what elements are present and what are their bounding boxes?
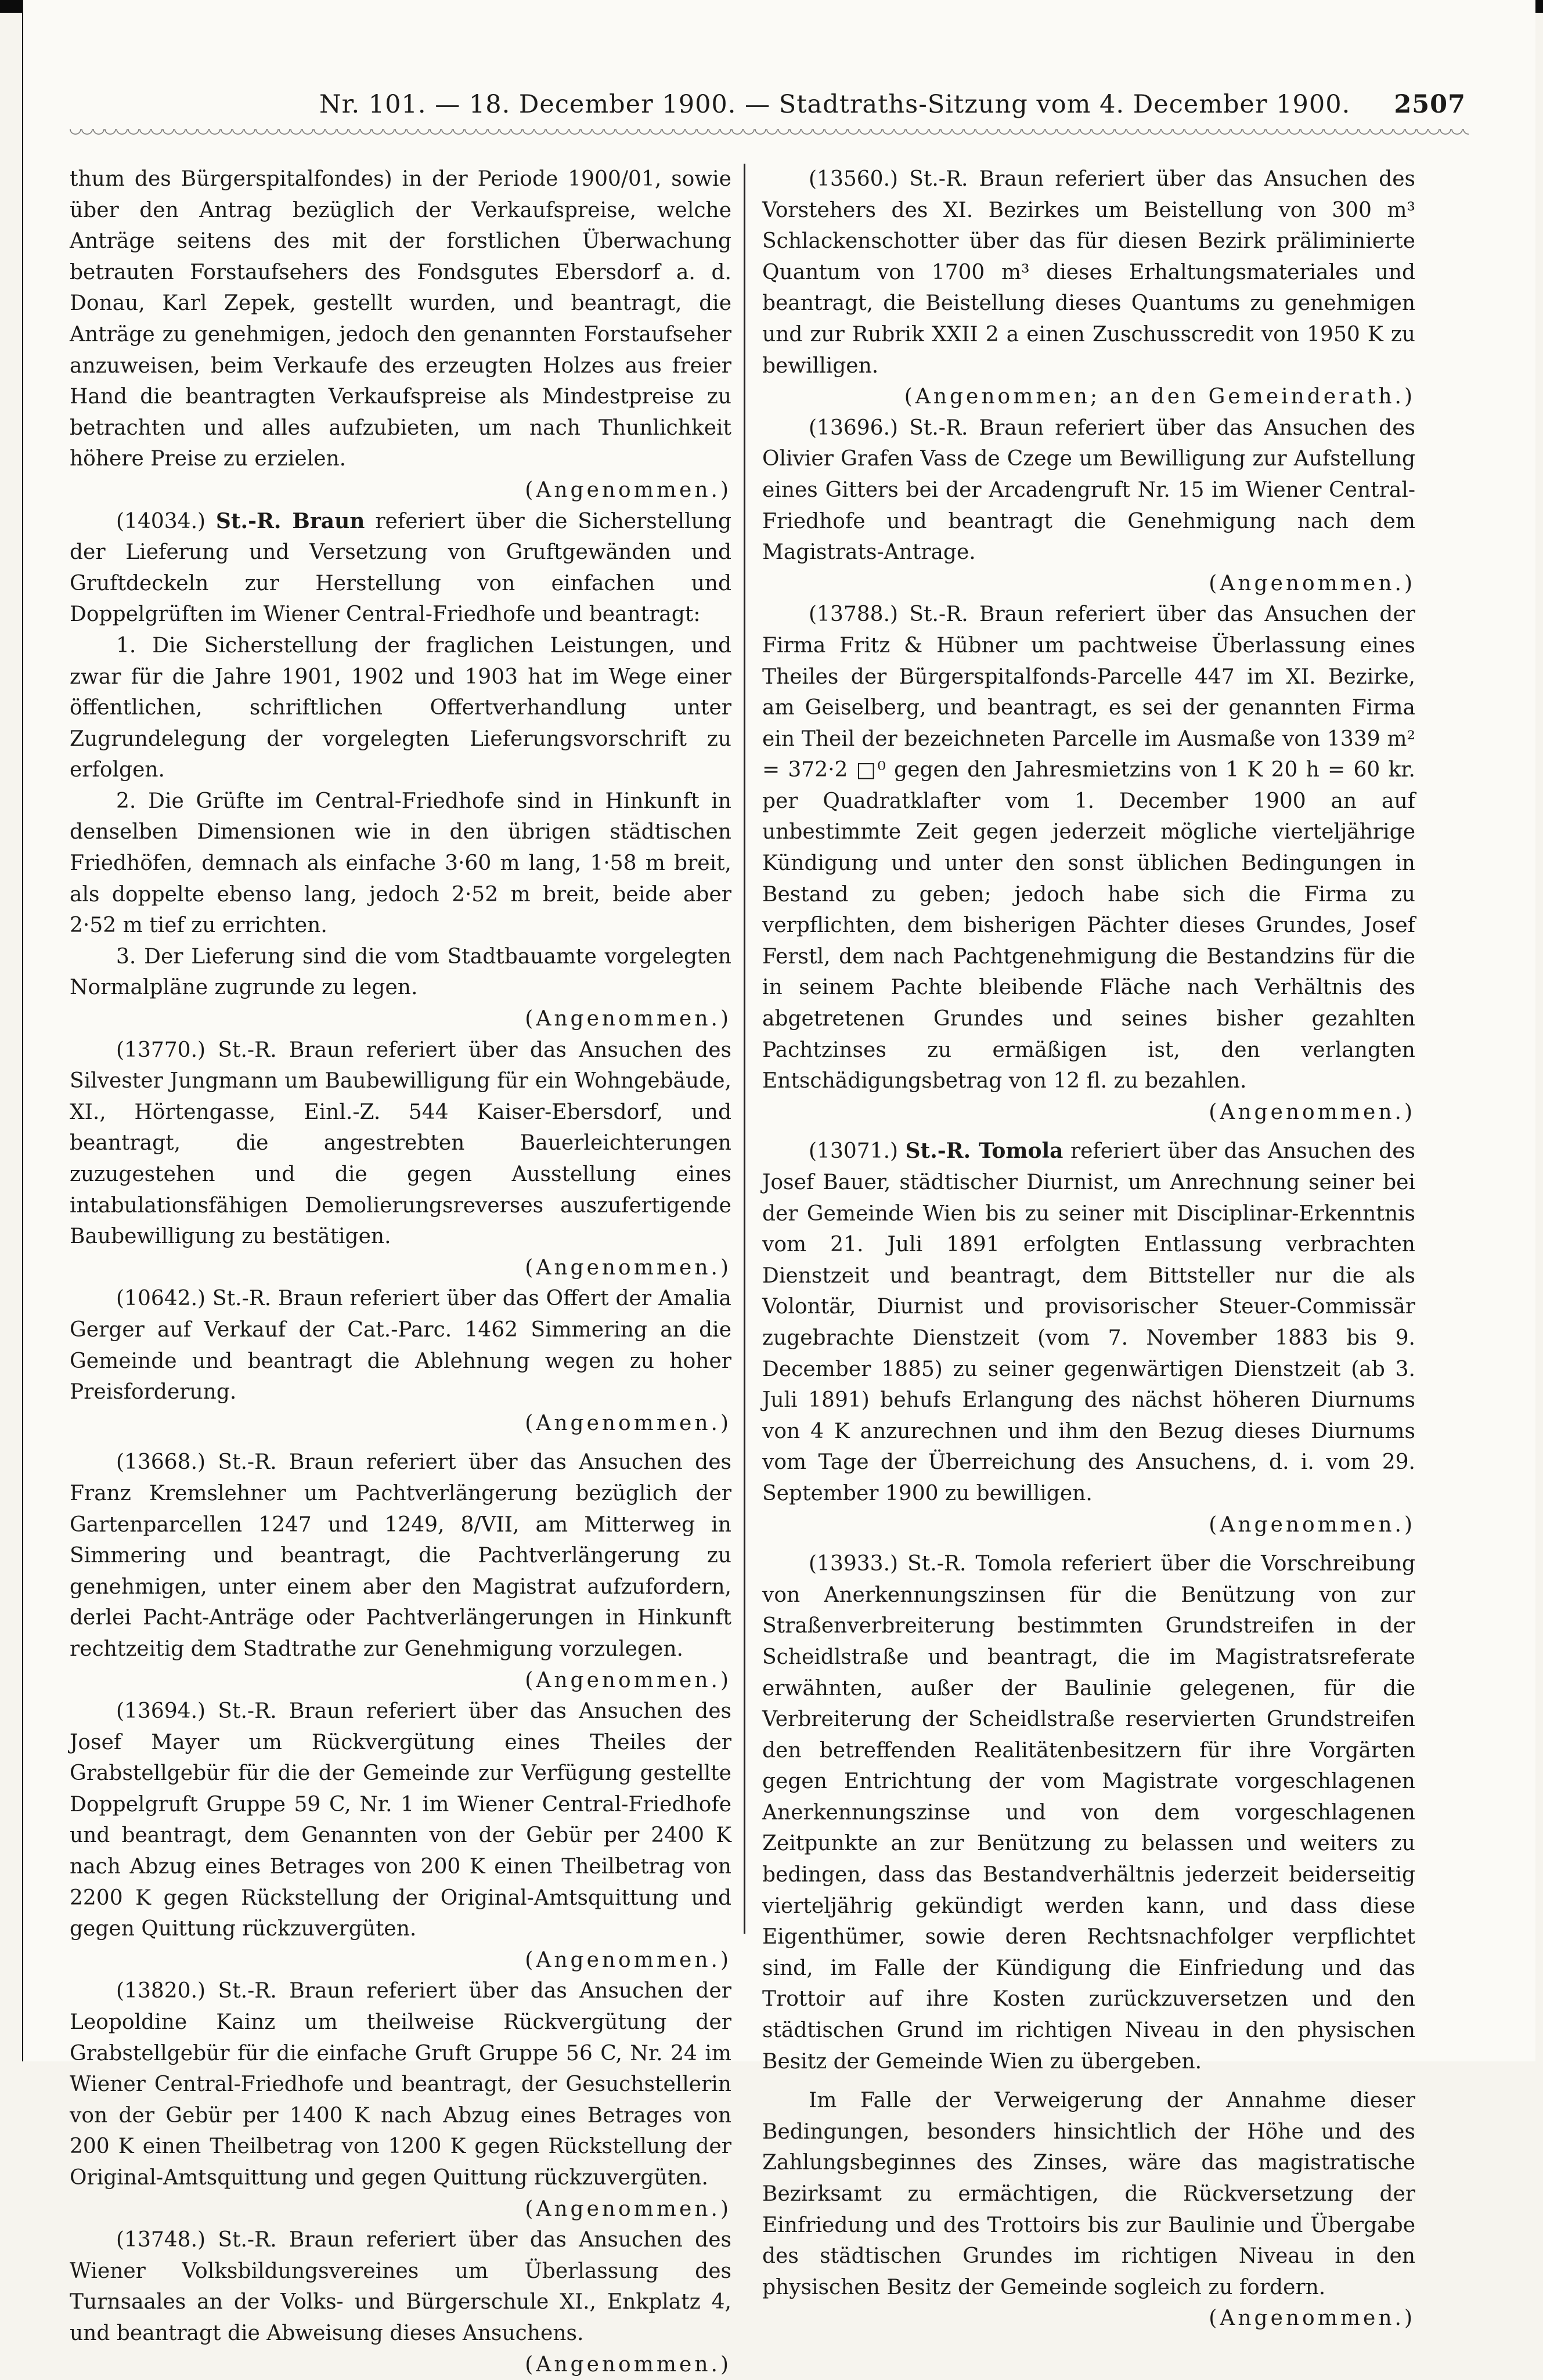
ref-number: (14034.) — [116, 509, 206, 533]
accepted-note: (Angenommen.) — [1209, 571, 1415, 595]
accepted-note: (Angenommen.) — [525, 1411, 731, 1435]
page-number: 2507 — [1394, 90, 1466, 119]
accepted-note: (Angenommen.) — [525, 1948, 731, 1972]
paragraph-13933: (13933.) St.-R. Tomola referiert über die Vorschreibung von Anerkennungszinsen für die Benützung von zur Straßenverbreiterung bestimmten Grundstreifen in der Scheidlstraße und beantragt, die im Magistratsreferate erwähnten, außer der Baulinie gelegenen, für die Verbreiterung der Scheidlstraße reservierten Grundstreifen den betreffenden Realitätenbesitzern für ihre Vorgärten gegen Entrichtung der vom Magistrate vorgeschlagenen Anerkennungszinse und von dem vorgeschlagenen Zeitpunkte an zur Benützung zu belassen und weiters zu bedingen, dass das Bestandverhältnis jederzeit beiderseitig vierteljährig gekündigt werden kann, und dass diese Eigenthümer, sowie deren Rechtsnachfolger verpflichtet sind, im Falle der Kündigung die Einfriedung und das Trottoir auf ihre Kosten zurückzuversetzen und den städtischen Grund im richtigen Niveau in den physischen Besitz der Gemeinde Wien zu übergeben. — [762, 1552, 1415, 2074]
list-item: 2. Die Grüfte im Central-Friedhofe sind in Hinkunft in denselben Dimensionen wie in den übrigen städtischen Friedhöfen, demnach als einfache 3·60 m lang, 1·58 m breit, als doppelte ebenso lang, jedoch 2·52 m breit, beide aber 2·52 m tief zu errichten. — [70, 789, 731, 938]
paragraph-13748: (13748.) St.-R. Braun referiert über das Ansuchen des Wiener Volksbildungsvereines um Überlassung des Turnsaales an der Volks- und Bürgerschule XI., Enkplatz 4, und beantragt die Abweisung dieses Ansuchens. (Angenommen.) — [70, 2224, 731, 2380]
paragraph-13696: (13696.) St.-R. Braun referiert über das Ansuchen des Olivier Grafen Vass de Czege um Bewilligung zur Aufstellung eines Gitters bei der Arcadengruft Nr. 15 im Wiener Central-Friedhofe und beantragt die Genehmigung nach dem Magistrats-Antrage. (Angenommen.) — [762, 413, 1415, 599]
speaker-name: St.-R. Braun — [215, 508, 365, 533]
header-wavy-rule — [70, 129, 1469, 140]
paragraph-13788: (13788.) St.-R. Braun referiert über das Ansuchen der Firma Fritz & Hübner um pachtweise Überlassung eines Theiles der Bürgerspitalfonds-Parcelle 447 im XI. Bezirke, am Geiselberg, und beantragt, es sei der genannten Firma ein Theil der bezeichneten Parcelle im Ausmaße von 1339 m² = 372·2 □⁰ gegen den Jahresmietzins von 1 K 20 h = 60 kr. per Quadratklafter vom 1. December 1900 an auf unbestimmte Zeit gegen jederzeit mögliche vierteljährige Kündigung und unter den sonst üblichen Bedingungen in Bestand zu geben; jedoch habe sich die Firma zu verpflichten, dem bisherigen Pächter dieses Grundes, Josef Ferstl, dem nach Pachtgenehmigung die Bestandzins für die in seinem Pachte bleibende Fläche nach Verhältnis des abgetretenen Grundes und seines bisher gezahlten Pachtzinses zu ermäßigen ist, den verlangten Entschädigungsbetrag von 12 fl. zu bezahlen. (Angenommen.) — [762, 599, 1415, 1128]
accepted-note: (Angenommen.) — [525, 1007, 731, 1031]
page-header — [75, 88, 1466, 121]
newspaper-page — [22, 0, 1535, 2377]
page-header-title: Nr. 101. — 18. December 1900. — Stadtraths-Sitzung vom 4. December 1900. — [319, 90, 1351, 119]
paragraph-13560: (13560.) St.-R. Braun referiert über das Ansuchen des Vorstehers des XI. Bezirkes um Beistellung von 300 m³ Schlackenschotter über das für diesen Bezirk präliminierte Quantum von 1700 m³ dieses Erhaltungsmateriales und beantragt, die Beistellung dieses Quantums zu genehmigen und zur Rubrik XXII 2 a einen Zuschusscredit von 1950 K zu bewilligen. (Angenommen; an den Gemeinderath.) — [762, 164, 1415, 413]
accepted-note: (Angenommen.) — [1209, 1100, 1415, 1124]
accepted-note: (Angenommen.) — [525, 2197, 731, 2221]
accepted-note: (Angenommen.) — [525, 478, 731, 502]
accepted-note: (Angenommen.) — [525, 1668, 731, 1692]
paragraph-13071: (13071.) St.-R. Tomola referiert über das Ansuchen des Josef Bauer, städtischer Diurnist, um Anrechnung seiner bei der Gemeinde Wien bis zu seiner mit Disciplinar-Erkenntnis vom 21. Juli 1891 erfolgten Entlassung verbrachten Dienstzeit und beantragt, dem Bittsteller nur die als Volontär, Diurnist und provisorischer Steuer-Commissär zugebrachte Dienstzeit (vom 7. November 1883 bis 9. December 1885) zu seiner gegenwärtigen Dienstzeit (ab 3. Juli 1891) behufs Erlangung des nächst höheren Diurnums von 4 K anzurechnen und ihm den Bezug dieses Diurnums vom Tage der Überreichung des Ansuchens, d. i. vom 29. September 1900 zu bewilligen. (Angenommen.) — [762, 1136, 1415, 1540]
left-column — [70, 164, 731, 2380]
paragraph-10642: (10642.) St.-R. Braun referiert über das Offert der Amalia Gerger auf Verkauf der Cat.-Parc. 1462 Simmering an die Gemeinde und beantragt die Ablehnung wegen zu hoher Preisforderung. (Angenommen.) — [70, 1283, 731, 1439]
paragraph-13694: (13694.) St.-R. Braun referiert über das Ansuchen des Josef Mayer um Rückvergütung eines Theiles der Grabstellgebür für die der Gemeinde zur Verfügung gestellte Doppelgruft Gruppe 59 C, Nr. 1 im Wiener Central-Friedhofe und beantragt, dem Genannten von der Gebür per 2400 K nach Abzug eines Betrages von 200 K einen Theilbetrag von 2200 K gegen Rückstellung der Original-Amtsquittung und gegen Quittung rückzuvergüten. (Angenommen.) — [70, 1696, 731, 1975]
list-item: 3. Der Lieferung sind die vom Stadtbauamte vorgelegten Normalpläne zugrunde zu legen. (Angenommen.) — [70, 941, 731, 1035]
accepted-note: (Angenommen.) — [525, 1255, 731, 1280]
accepted-note: (Angenommen.) — [1209, 1512, 1415, 1537]
speaker-name: St.-R. Tomola — [905, 1139, 1063, 1164]
paragraph-13668: (13668.) St.-R. Braun referiert über das Ansuchen des Franz Kremslehner um Pachtverlängerung bezüglich der Gartenparcellen 1247 und 1249, 8/VII, am Mitterweg in Simmering und beantragt, die Pachtverlängerung zu genehmigen, unter einem aber den Magistrat aufzufordern, derlei Pacht-Anträge oder Pachtverlängerungen in Hinkunft rechtzeitig dem Stadtrathe zur Genehmigung vorzulegen. (Angenommen.) — [70, 1447, 731, 1696]
accepted-note: (Angenommen.) — [1209, 2306, 1415, 2331]
paragraph-refusal-clause: Im Falle der Verweigerung der Annahme dieser Bedingungen, besonders hinsichtlich der Höhe und des Zahlungsbeginnes des Zinses, wäre das magistratische Bezirksamt zu ermächtigen, die Rückversetzung der Einfriedung und des Trottoirs bis zur Baulinie und Übergabe des städtischen Grundes im richtigen Niveau in den physischen Besitz der Gemeinde sogleich zu fordern. (Angenommen.) — [762, 2085, 1415, 2334]
column-divider — [744, 164, 745, 1934]
accepted-note: (Angenommen; an den Gemeinderath.) — [904, 385, 1415, 409]
paragraph-13770: (13770.) St.-R. Braun referiert über das Ansuchen des Silvester Jungmann um Baubewilligung für ein Wohngebäude, XI., Hörtengasse, Einl.-Z. 544 Kaiser-Ebersdorf, und beantragt, die angestrebten Bauerleichterungen zuzugestehen und die gegen Ausstellung eines intabulationsfähigen Demolierungsreverses auszufertigende Baubewilligung zu bestätigen. (Angenommen.) — [70, 1035, 731, 1284]
paragraph-13820: (13820.) St.-R. Braun referiert über das Ansuchen der Leopoldine Kainz um theilweise Rückvergütung der Grabstellgebür für die einfache Gruft Gruppe 56 C, Nr. 24 im Wiener Central-Friedhofe und beantragt, der Gesuchstellerin von der Gebür per 1400 K nach Abzug eines Betrages von 200 K einen Theilbetrag von 1200 K gegen Rückstellung der Original-Amtsquittung und gegen Quittung rückzuvergüten. (Angenommen.) — [70, 1975, 731, 2224]
paragraph-continued: thum des Bürgerspitalfondes) in der Periode 1900/01, sowie über den Antrag bezüglich der Verkaufspreise, welche Anträge seitens des mit der forstlichen Überwachung betrauten Forstaufsehers des Fondsgutes Ebersdorf a. d. Donau, Karl Zepek, gestellt wurden, und beantragt, die Anträge zu genehmigen, jedoch den genannten Forstaufseher anzuweisen, beim Verkaufe des erzeugten Holzes aus freier Hand die beantragten Verkaufspreise als Mindestpreise zu betrachten und alles aufzubieten, um nach Thunlichkeit höhere Preise zu erzielen. (Angenommen.) — [70, 164, 731, 506]
accepted-note: (Angenommen.) — [525, 2352, 731, 2377]
list-item: 1. Die Sicherstellung der fraglichen Leistungen, und zwar für die Jahre 1901, 1902 und 1903 hat im Wege einer öffentlichen, schriftlichen Offertverhandlung unter Zugrundelegung der vorgelegten Lieferungsvorschrift zu erfolgen. — [70, 633, 731, 782]
paragraph-14034: (14034.) St.-R. Braun referiert über die Sicherstellung der Lieferung und Versetzung von Gruftgewänden und Gruftdeckeln zur Herstellung von einfachen und Doppelgrüften im Wiener Central-Friedhofe und beantragt: — [70, 508, 732, 627]
ref-number: (13071.) — [809, 1139, 899, 1164]
right-column — [762, 164, 1415, 2334]
